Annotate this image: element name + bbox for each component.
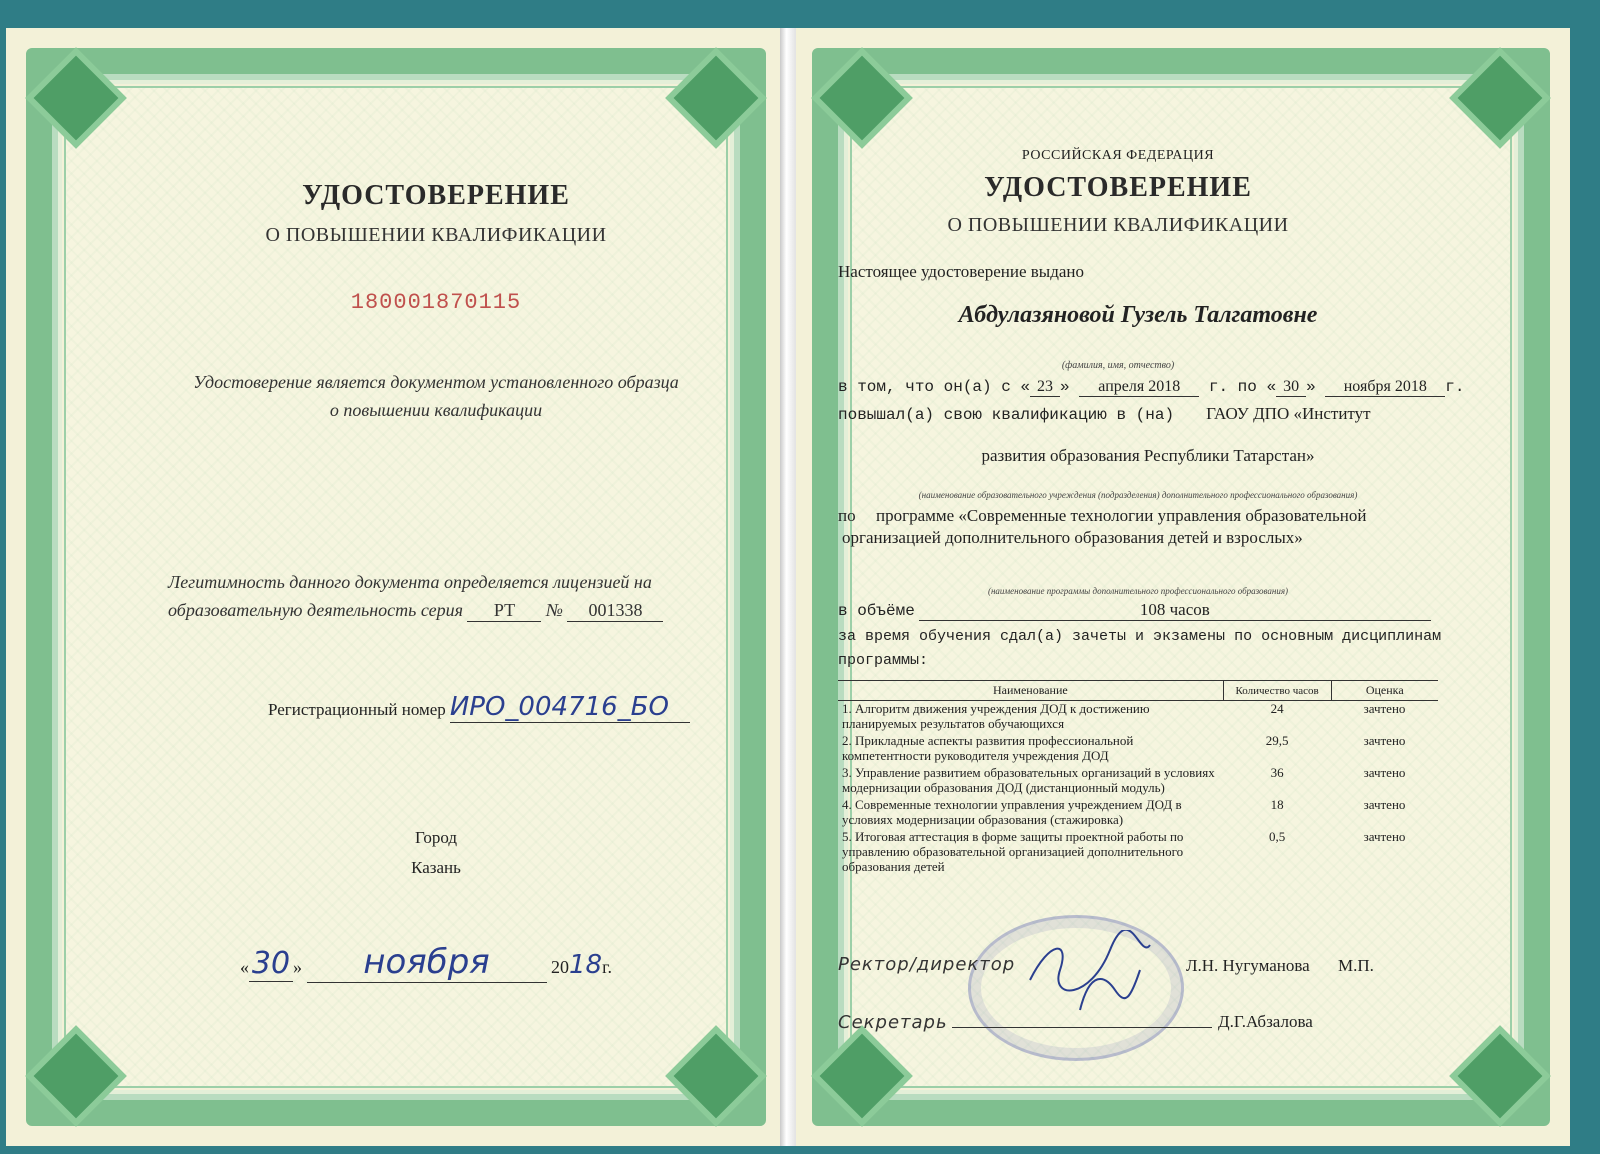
date-close-quote: » (293, 957, 302, 977)
secretary-signature-line (952, 1027, 1212, 1028)
date-year-suffix: 18 (569, 950, 603, 980)
secretary-row (838, 1012, 1212, 1033)
subject-grade: зачтено (1363, 765, 1406, 780)
table-row (838, 765, 1438, 797)
name-caption: (фамилия, имя, отчество) (1061, 360, 1175, 371)
number-sign: № (545, 600, 563, 620)
volume-label: в объёме (838, 602, 915, 620)
city-name: Казань (411, 858, 461, 877)
statement-line-2: о повышении квалификации (329, 400, 543, 420)
subject-grade: зачтено (1363, 797, 1406, 812)
subject-grade: зачтено (1363, 733, 1406, 748)
subject-name: 2. Прикладные аспекты развития профессиональной компетентности руководителя учреждения ДОД (842, 733, 1134, 763)
exams-line-2: программы: (838, 652, 929, 669)
date-year-prefix: 20 (551, 957, 569, 977)
subject-name: 3. Управление развитием образовательных организаций в условиях модернизации образования ДОД (дистанционный модуль) (842, 765, 1215, 795)
program-caption: (наименование программы дополнительного профессионального образования) (987, 586, 1289, 596)
subject-grade: зачтено (1363, 829, 1406, 844)
country-header: РОССИЙСКАЯ ФЕДЕРАЦИЯ (1021, 148, 1215, 163)
recipient-name: Абдулазяновой Гузель Талгатовне (958, 302, 1318, 328)
start-month-year: апреля 2018 (1079, 378, 1199, 397)
table-row (838, 701, 1438, 734)
registration-row (268, 692, 728, 723)
quote-close-1: » (1060, 378, 1070, 396)
serial-number: 180001870115 (350, 290, 522, 315)
legitimacy-line-2 (168, 600, 728, 622)
secretary-name: Д.Г.Абзалова (1218, 1012, 1313, 1031)
right-title: УДОСТОВЕРЕНИЕ (984, 172, 1252, 203)
header-hours: Количество часов (1223, 681, 1331, 701)
secretary-label: Секретарь (838, 1012, 948, 1033)
legitimacy-prefix: образовательную деятельность серия (168, 600, 463, 620)
institution-caption: (наименование образовательного учреждения (подразделения) дополнительного профессионального образования) (918, 490, 1358, 500)
header-name: Наименование (838, 681, 1223, 701)
rector-signature (1020, 930, 1170, 1020)
subjects-table-wrap (838, 680, 1438, 876)
subjects-table (838, 680, 1438, 876)
subject-hours: 24 (1270, 701, 1284, 716)
table-row (838, 797, 1438, 829)
program-line-2: организацией дополнительного образования детей и взрослых» (842, 528, 1303, 547)
subject-grade: зачтено (1363, 701, 1406, 716)
statement-line-1: Удостоверение является документом установленного образца (193, 372, 679, 392)
end-month-year: ноября 2018 (1325, 378, 1445, 397)
subject-hours: 29,5 (1265, 733, 1289, 748)
license-number: 001338 (567, 600, 663, 622)
date-g: г. (602, 957, 612, 977)
date-open-quote: « (240, 957, 249, 977)
seal-mark: М.П. (1338, 956, 1374, 975)
issue-date (240, 942, 660, 983)
volume-row (838, 600, 1438, 621)
registration-label: Регистрационный номер (268, 700, 446, 719)
table-row (838, 829, 1438, 876)
table-row (838, 733, 1438, 765)
po-label: по (838, 506, 856, 525)
right-subtitle: О ПОВЫШЕНИИ КВАЛИФИКАЦИИ (947, 214, 1289, 236)
header-grade: Оценка (1331, 681, 1438, 701)
date-day: 30 (249, 946, 293, 982)
binding-spine (780, 28, 796, 1146)
issued-to-label: Настоящее удостоверение выдано (838, 262, 1085, 281)
subject-hours: 36 (1270, 765, 1284, 780)
end-day: 30 (1276, 378, 1306, 397)
subject-hours: 0,5 (1268, 829, 1286, 844)
institution-line-1: ГАОУ ДПО «Институт (1206, 404, 1371, 423)
subject-name: 5. Итоговая аттестация в форме защиты проектной работы по управлению образовательной организацией дополнительного образования детей (842, 829, 1184, 874)
subject-name: 1. Алгоритм движения учреждения ДОД к достижению планируемых результатов обучающихся (842, 701, 1150, 731)
start-day: 23 (1030, 378, 1060, 397)
subject-hours: 18 (1270, 797, 1284, 812)
qualified-at-label: повышал(а) свою квалификацию в (на) (838, 406, 1175, 424)
g-po: г. по « (1208, 378, 1277, 396)
left-title: УДОСТОВЕРЕНИЕ (302, 180, 570, 211)
volume-value: 108 часов (919, 600, 1431, 621)
left-subtitle: О ПОВЫШЕНИИ КВАЛИФИКАЦИИ (265, 224, 607, 246)
period-prefix: в том, что он(а) с « (838, 378, 1031, 396)
license-series: РТ (467, 600, 541, 622)
rector-name: Л.Н. Нугуманова (1186, 956, 1310, 975)
rector-label: Ректор/директор (838, 954, 1016, 975)
legitimacy-line-1: Легитимность данного документа определяется лицензией на (168, 572, 652, 592)
quote-close-2: » (1306, 378, 1316, 396)
date-month: ноября (307, 942, 547, 983)
g-end: г. (1445, 378, 1465, 396)
exams-line-1: за время обучения сдал(а) зачеты и экзамены по основным дисциплинам (838, 628, 1442, 645)
subject-name: 4. Современные технологии управления учреждением ДОД в условиях модернизации образования (стажировка) (842, 797, 1182, 827)
institution-line-2: развития образования Республики Татарстан» (981, 446, 1315, 465)
registration-number: ИРО_004716_БО (450, 692, 690, 723)
study-period (838, 378, 1465, 397)
city-label: Город (415, 828, 457, 847)
qualification-row (838, 404, 1438, 424)
program-line-1: программе «Современные технологии управления образовательной (876, 506, 1367, 525)
